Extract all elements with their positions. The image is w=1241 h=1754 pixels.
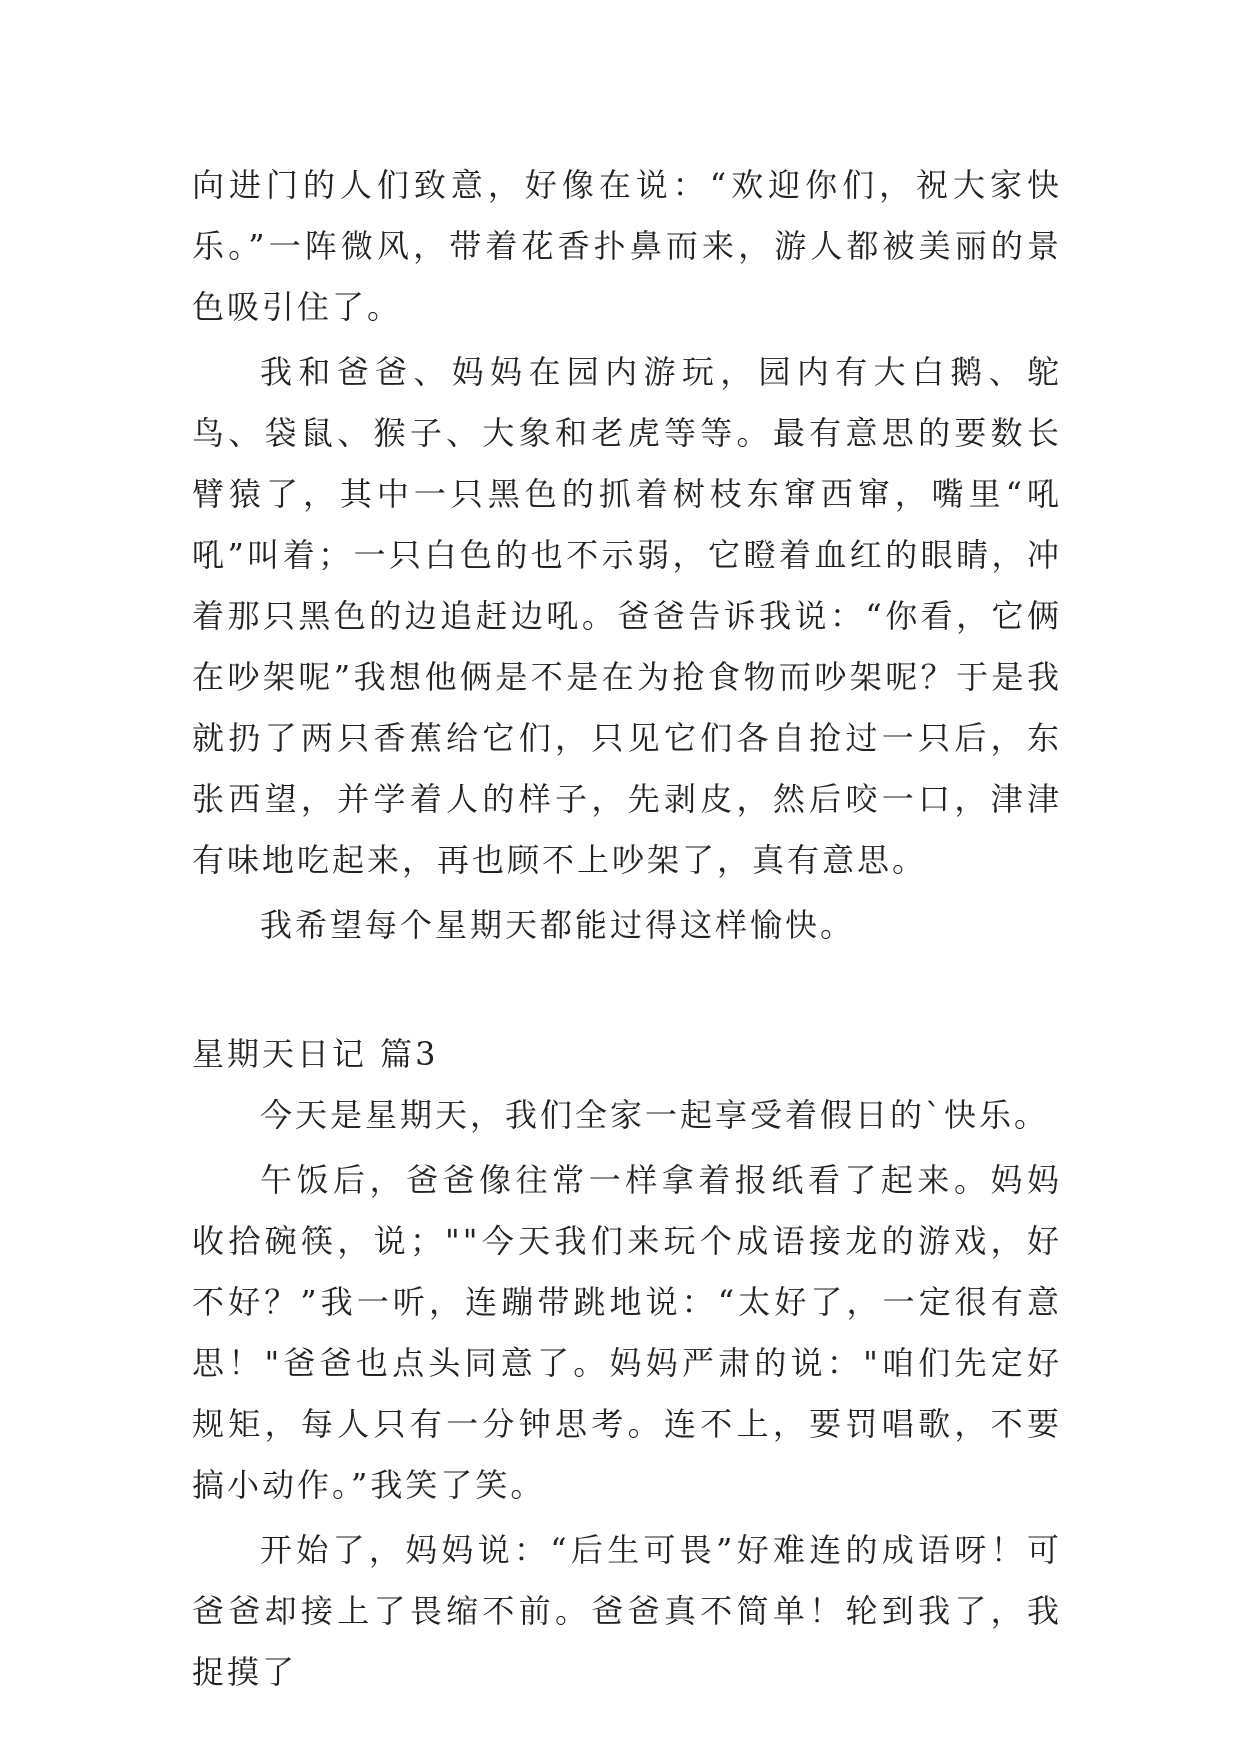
paragraph-game-start: 开始了，妈妈说：“后生可畏”好难连的成语呀！可爸爸却接上了畏缩不前。爸爸真不简单！轮到我了，我捉摸了 — [192, 1531, 1062, 1691]
section-spacer — [192, 960, 1062, 1024]
paragraph-sunday: 今天是星期天，我们全家一起享受着假日的`快乐。 — [260, 1096, 1050, 1134]
document-body — [192, 155, 1062, 1707]
section-title: 星期天日记 篇3 — [192, 1035, 439, 1073]
paragraph-idiom-game: 午饭后，爸爸像往常一样拿着报纸看了起来。妈妈收拾碗筷，说；""今天我们来玩个成语接龙的游戏，好不好？”我一听，连蹦带跳地说：“太好了，一定很有意思！"爸爸也点头同意了。妈妈严肃的说："咱们先定好规矩，每人只有一分钟思考。连不上，要罚唱歌，不要搞小动作。”我笑了笑。 — [192, 1161, 1062, 1504]
paragraph-continued: 向进门的人们致意，好像在说：“欢迎你们，祝大家快乐。”一阵微风，带着花香扑鼻而来，游人都被美丽的景色吸引住了。 — [192, 166, 1062, 326]
paragraph-wish: 我希望每个星期天都能过得这样愉快。 — [260, 906, 856, 944]
paragraph-zoo-visit: 我和爸爸、妈妈在园内游玩，园内有大白鹅、鸵鸟、袋鼠、猴子、大象和老虎等等。最有意思的要数长臂猿了，其中一只黑色的抓着树枝东窜西窜，嘴里“吼吼”叫着；一只白色的也不示弱，它瞪着血红的眼睛，冲着那只黑色的边追赶边吼。爸爸告诉我说：“你看，它俩在吵架呢”我想他俩是不是在为抢食物而吵架呢？于是我就扔了两只香蕉给它们，只见它们各自抢过一只后，东张西望，并学着人的样子，先剥皮，然后咬一口，津津有味地吃起来，再也顾不上吵架了，真有意思。 — [192, 353, 1062, 879]
